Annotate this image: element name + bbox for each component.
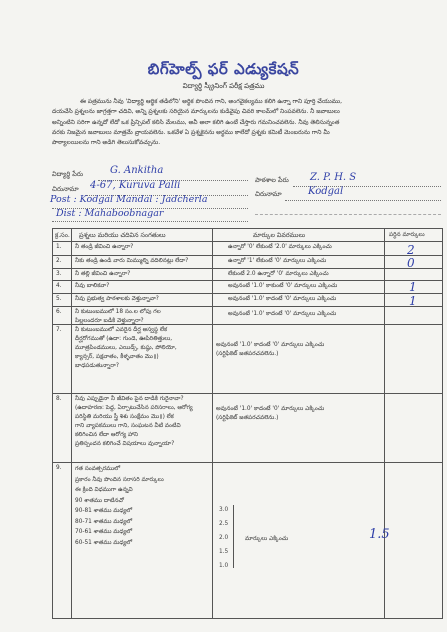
- school-name-label: పాఠశాల పేరు: [255, 176, 289, 184]
- address-line-1[interactable]: 4-67, Kuruva Palli: [90, 180, 181, 191]
- score-value[interactable]: 0: [407, 256, 415, 270]
- instruction-line: అన్నింటిని సరిగా ఉన్నదో లేదో ఒక ప్రిన్సిపల్ కలిసి మేలము, అవీ అలా కలిగి ఉంటే చేస్తారు గమనించవలెను. నీవు తెలిసున్నంత: [52, 118, 340, 126]
- row-number: 2.: [56, 258, 62, 264]
- row-marks-rule: అవునంటే '1.0' కాదంటే '0' మార్కులు ఎక్కించు: [228, 311, 337, 317]
- score-value[interactable]: 1: [409, 280, 417, 294]
- row-question: గత సంవత్సరములో ప్రకారం నీవు పొందిన సరాసరి మార్కులు ఈ క్రింది విధముగా ఉన్నవి 90 శాతము దాటినచో 90-81 శాతము మధ్యలో 80-71 శాతము మధ్యలో 70-61 శాతము మధ్యలో 60-51 శాతము మధ్యలో: [75, 466, 164, 546]
- score-value[interactable]: 1: [409, 294, 417, 308]
- row-marks-rule: లేకుంటే 2.0 ఉన్నారో '0' మార్కులు ఎక్కించు: [228, 271, 329, 277]
- row-question: నీవు ప్రభుత్వ పాఠశాలకు వెళ్తున్నావా?: [75, 296, 159, 302]
- grade-value: 2.5: [219, 521, 229, 527]
- grade-value: 1.0: [219, 563, 229, 569]
- instruction-line: దయచేసి ప్రశ్నలను జాగ్రత్తగా చదివి, అన్ని ప్రశ్నలకు సరియైన మార్కులను కుడివైపు చివరి కాలమ్‌లో నింపవలెను. నీ జవాబులు: [52, 108, 340, 116]
- school-address-underline: [285, 200, 441, 201]
- screening-questions-table: [52, 228, 443, 619]
- row-question: నీ కుటుంబములో ఎవరైన దీర్ఘ అస్వస్థ లేక దీర్ఘరోగముతో (ఉదా: గుండె, ఊపిరితిత్తులు, మూత్రపిండములు, ఎయిడ్స్, కుష్ఠు, పోలియో, క్యాన్సర్, పక్షవాతం, కీళ్ళవాతం మొ॥) బాధపడుతున్నారా?: [75, 327, 177, 369]
- header-question: ప్రశ్నలు మరియు చదివిన సంగతులు: [79, 232, 166, 239]
- page-subtitle: విద్యార్థి స్క్రీనింగ్ పరీక్ష పత్రము: [182, 82, 265, 90]
- school-address-value[interactable]: Kodgal: [308, 186, 344, 197]
- row-question: నీవు బాలికవా?: [75, 283, 110, 289]
- row-question: నీ తండ్రి జీవించి ఉన్నారా?: [75, 244, 134, 250]
- instructions-paragraph: [52, 97, 442, 148]
- header-marks-details: మార్కుల వివరములు: [253, 232, 306, 239]
- row-number: 9.: [56, 465, 62, 471]
- row-number: 4.: [56, 283, 62, 289]
- row-number: 7.: [56, 327, 62, 333]
- row-question: నీకు తండ్రి ఉండి వారు మిమ్ముల్ని వదిలినట్లు లేదా?: [75, 258, 189, 264]
- row-number: 1.: [56, 244, 62, 250]
- header-serial: క్ర.సం.: [55, 232, 70, 239]
- row-question: నీ తల్లి జీవించి ఉన్నారా?: [75, 271, 131, 277]
- row-marks-rule: అవునంటే '1.0' కాదంటే '0' మార్కులు ఎక్కించు (సర్టిఫికెట్ జతపరచవలెను.): [216, 342, 325, 357]
- row-marks-rule: అవునంటే '1.0' కాదంటే '0' మార్కులు ఎక్కించు (సర్టిఫికెట్ జతపరచవలెను.): [216, 406, 325, 421]
- row-marks-rule: అవునంటే '1.0' కాదంటే '0' మార్కులు ఎక్కించు: [228, 296, 337, 302]
- row-number: 6.: [56, 309, 62, 315]
- row-number: 8.: [56, 396, 62, 402]
- address-line-3[interactable]: Dist : Mahaboobnagar: [56, 208, 164, 219]
- score-value[interactable]: 2: [407, 243, 415, 257]
- instruction-line: వరకు నిజమైన జవాబులు మాత్రమే వ్రాయవలెను. ఒకవేళ ఏ ప్రశ్నకైనను అర్థము కాలేదో ప్రశ్నకు కమిటీ మెంబరును గాని మీ: [52, 128, 330, 136]
- page-title: బిగ్‌హెల్ప్ ఫర్ ఎడ్యుకేషన్: [147, 60, 300, 78]
- row-question: నీ కుటుంబములో 18 సం.ల లోపు గల పిల్లలందరూ బడికి వెళ్తున్నారా?: [75, 309, 161, 324]
- row-marks-rule: మార్కులు ఎక్కించు: [245, 536, 289, 542]
- grade-value: 1.5: [219, 549, 229, 555]
- row-marks-rule: ఉన్నారో '0' లేకుంటే '2.0' మార్కులు ఎక్కించు: [228, 244, 332, 250]
- score-value[interactable]: 1.5: [369, 527, 390, 542]
- school-name-value[interactable]: Z. P. H. S: [310, 172, 357, 183]
- row-number: 3.: [56, 271, 62, 277]
- row-marks-rule: ఉన్నారో '1' లేకుంటే '0' మార్కులు ఎక్కించు: [228, 258, 327, 264]
- row-marks-rule: అవునంటే '1.0' కాకుంటే '0' మార్కులు ఎక్కించు: [228, 283, 338, 289]
- blank-line: [255, 214, 441, 215]
- school-address-label: చిరునామా: [255, 190, 282, 198]
- address-label: చిరునామా: [52, 185, 79, 193]
- student-name-label: విద్యార్థి పేరు: [52, 170, 84, 178]
- grade-value: 2.0: [219, 535, 229, 541]
- address-line-2[interactable]: Post : Kodgal Mandal : Jadcherla: [50, 194, 208, 205]
- row-number: 5.: [56, 296, 62, 302]
- student-name-value[interactable]: G. Ankitha: [110, 165, 164, 176]
- header-marks-obtained: పర్ధిన మార్కులు: [389, 232, 425, 238]
- instruction-line: ఈ పత్రమును నీవు 'విద్యార్థి ఆర్థిక తడిలోని' అర్థిక పొందిన గాని, అంగవైకల్యము కలిగి ఉన్నా గాని పూర్తి చేయుము,: [80, 98, 342, 105]
- grade-value: 3.0: [219, 507, 229, 513]
- address-underline-3: [52, 221, 248, 222]
- row-question: నీవు ఎప్పుడైనా నీ జీవితం పైన దాడికి గురైనావా? (ఉదాహరణ: పెద్ద, ఏర్పాటుచేసిన పరిసరాలు, ఆరోగ్య పరిస్థితి మరియు స్త్రీ శిశు సంక్షేమం మొ॥) లేక గాని వ్యాపకములు గాని, సంఘటన వీటి వంటివి కలిగించిన లేదా ఆరోగ్య హాని ప్రతిస్పందన కలిగించే విషయాలు వున్నాయా?: [75, 396, 193, 447]
- instruction-line: పాఠ్యాలయిలను గాని అడిగి తెలుసుకోవచ్చును.: [52, 139, 161, 147]
